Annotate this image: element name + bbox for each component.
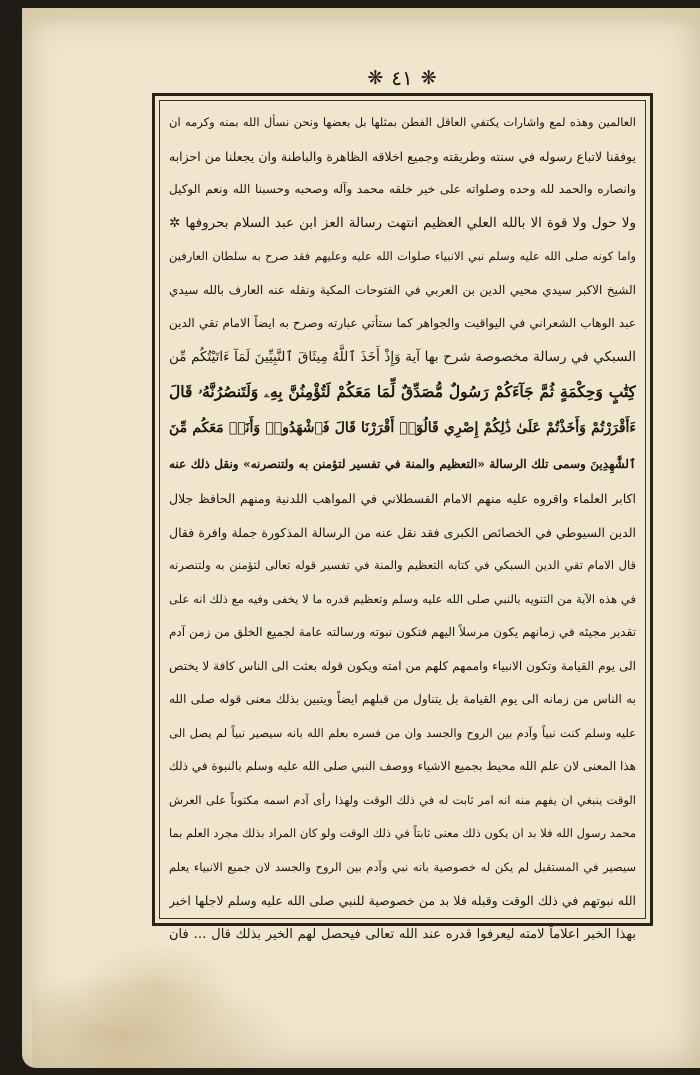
- text-line: به الناس من زمانه الى يوم القيامة بل يتناول من قبلهم ايضاً ويتبين بذلك معنى قوله صلى الله: [169, 692, 636, 706]
- body-text: [169, 106, 636, 951]
- quran-verse-line: كِتَٰبٍ وَحِكْمَةٍ ثُمَّ جَآءَكُمْ رَسُولٌ مُّصَدِّقٌ لِّمَا مَعَكُمْ لَتُؤْمِنُنَّ بِهِۦ وَلَتَنصُرُنَّهُۥ قَالَ: [169, 382, 636, 401]
- ornament-right-icon: ❋: [420, 66, 437, 89]
- text-line: تقدير مجيئه في زمانهم يكون مرسلاً اليهم فتكون نبوته ورسالته عامة لجميع الخلق من زمن آدم: [169, 625, 636, 639]
- text-line: العالمين وهذه لمع واشارات يكتفي العاقل الفطن بمثلها بل بعضها ونحن نسأل الله بمنه وكرمه ان: [169, 115, 636, 129]
- page-corner-stain: [77, 943, 237, 1033]
- page-header: [347, 58, 457, 98]
- quran-verse-line: ءَأَقْرَرْتُمْ وَأَخَذْتُمْ عَلَىٰ ذَٰلِكُمْ إِصْرِي قَالُوٓا۟ أَقْرَرْنَا قَالَ فَٱشْهَدُوا۟ وَأَنَا۠ مَعَكُم مِّنَ: [169, 420, 636, 436]
- text-line: هذا المعنى لان علم الله محيط بجميع الاشياء ووصف النبي صلى الله عليه وسلم بالنبوة في ذلك: [169, 759, 636, 773]
- ornament-left-icon: ❋: [367, 66, 384, 89]
- text-line: عبد الوهاب الشعراني في اليواقيت والجواهر كما ستأتي عبارته وصرح به ايضاً الامام تقي الدين: [169, 316, 636, 330]
- text-line: بهذا الخبر اعلاماً لامته ليعرفوا قدره عند الله تعالى فيحصل لهم الخير بذلك قال … فان: [169, 926, 636, 942]
- text-line: الوقت ينبغي ان يفهم منه انه امر ثابت له في ذلك الوقت ولهذا رأى آدم اسمه مكتوباً على العرش: [169, 792, 636, 807]
- text-line: السبكي في رسالة مخصوصة شرح بها آية وَإِذْ أَخَذَ ٱللَّهُ مِيثَاقَ ٱلنَّبِيِّينَ لَمَآ ءَاتَيْتُكُم مِّن: [169, 348, 636, 365]
- text-line: الى يوم القيامة وتكون الانبياء واممهم كلهم من امته ويكون قوله بعثت الى الناس كافة لا يختص: [169, 658, 636, 673]
- text-line: الشيخ الاكبر سيدي محيي الدين بن العربي في الفتوحات المكية ونقله عنه العارف بالله سيدي: [169, 282, 636, 297]
- text-line: قال الامام تقي الدين السبكي في كتابه التعظيم والمنة في تفسير قوله تعالى لتؤمنن به ولتنصرنه: [169, 558, 636, 572]
- text-frame: [152, 93, 653, 942]
- page-number: ٤١: [391, 66, 413, 90]
- text-line: يوفقنا لاتباع رسوله في سنته وطريقته وجميع اخلاقه الظاهرة والباطنة وان يجعلنا من احزابه: [169, 148, 636, 164]
- text-line: محمد رسول الله فلا بد ان يكون ذلك معنى ثابتاً في ذلك الوقت ولو كان المراد بذلك مجرد العلم بما: [169, 826, 636, 840]
- text-line: اكابر العلماء واقروه عليه منهم الامام القسطلاني في المواهب اللدنية ومنهم الحافظ جلال: [169, 491, 636, 506]
- text-line: ولا حول ولا قوة الا بالله العلي العظيم انتهت رسالة العز ابن عبد السلام بحروفها ✲: [169, 214, 636, 231]
- text-line: عليه وسلم كنت نبياً وآدم بين الروح والجسد وان من فسره بعلم الله بانه سيصير نبياً لم يصل الى: [169, 725, 636, 740]
- quran-verse-line: ٱلشَّٰهِدِينَ وسمى تلك الرسالة «التعظيم والمنة في تفسير لتؤمنن به ولتنصرنه» ونقل ذلك عنه: [169, 457, 636, 471]
- text-line: سيصير في المستقبل لم يكن له خصوصية بانه نبي وآدم بين الروح والجسد لان جميع الانبياء يعلم: [169, 859, 636, 874]
- text-line: وانصاره والحمد لله وحده وصلواته على خير خلقه محمد وآله وصحبه وحسبنا الله ونعم الوكيل: [169, 182, 636, 196]
- book-page: [22, 8, 700, 1068]
- text-line: واما كونه صلى الله عليه وسلم نبي الانبياء صلوات الله عليه وعليهم فقد صرح به سلطان العارفين: [169, 249, 636, 263]
- text-line: في هذه الآية من التنويه بالنبي صلى الله عليه وسلم وتعظيم قدره ما لا يخفى وفيه مع ذلك انه على: [169, 591, 636, 606]
- text-line: الله نبوتهم في ذلك الوقت وقبله فلا بد من خصوصية للنبي صلى الله عليه وسلم لاجلها اخبر: [169, 893, 636, 908]
- text-line: الدين السيوطي في الخصائص الكبرى فقد نقل عنه من الرسالة المذكورة جملة وافرة فقال: [169, 524, 636, 540]
